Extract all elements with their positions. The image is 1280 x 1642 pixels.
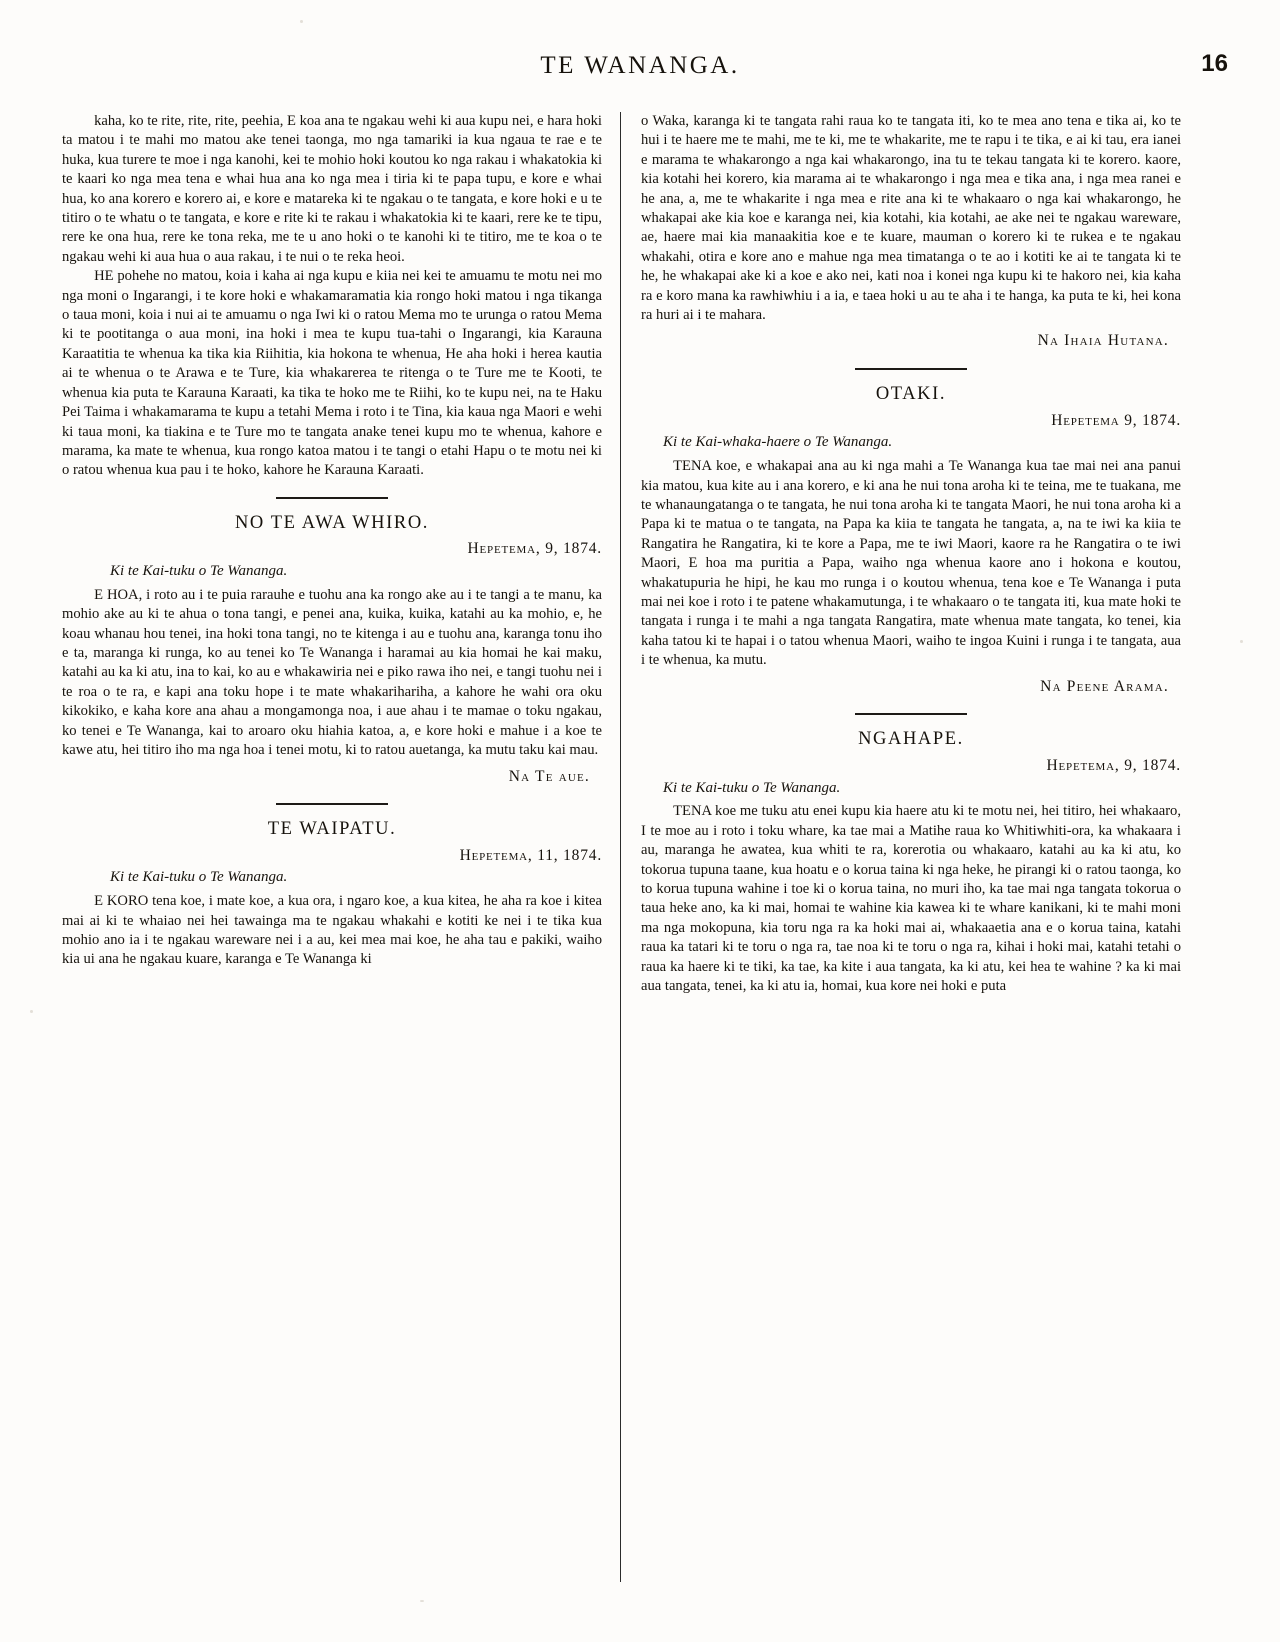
- article-addressee-otaki: Ki te Kai-whaka-haere o Te Wananga.: [663, 434, 893, 451]
- article-signature-otaki: Na Peene Arama.: [1040, 677, 1169, 695]
- section-divider: [276, 803, 388, 805]
- section-divider: [855, 713, 967, 715]
- article-addressee-awa-whiro: Ki te Kai-tuku o Te Wananga.: [110, 562, 288, 579]
- section-divider: [855, 368, 967, 370]
- article-date-awa-whiro: Hepetema, 9, 1874.: [467, 540, 602, 558]
- column-container: [62, 112, 1220, 1582]
- article-date-ngahape: Hepetema, 9, 1874.: [1046, 756, 1181, 774]
- right-column: [621, 112, 1181, 1582]
- article-signature-awa-whiro: Na Te aue.: [508, 767, 590, 785]
- paragraph-continued-right: o Waka, karanga ki te tangata rahi raua ko te tangata iti, ko te mea ano tena e tika ai, ko te hui i te haere me te mahi, me te ki, me te whakarite, me te rapu i te tika, e ai ki tau, era ianei e marama te whakarongo a nga kai whakarongo, ina tu te tekau tangata ki te korero. kaore, kia kotahi hei korero, kia marama ai te whakarongo i nga mea e tika ana, i nga mea ranei e he ana, a, me te whakarite i nga mea e rite ana ki te whakaaro o nga kai whakarongo, he whakapai ake kia koe e karanga nei, kia kotahi, kia kotahi, ae ake nei te ngakau wareware, ae, haere mai kia manaakitia koe e te kuare, mauman o korero ki te rukea e te ngakau whakahi, otira e kore ano e mahue nga mea timatanga o te ao i kotiti ke ai te tangata ki te he, he whakapai ake ki a koe e ako nei, kati noa i konei nga kupu ki te hakoro nei, kia kaha ra e koro mana ka rawhiwhiu i a ia, e taea hoki u au te aha i te hanga, ka puta te ki, hei kona ra huri ai i te mahara.: [641, 113, 1181, 324]
- page-number: 16: [1201, 50, 1228, 77]
- paper-speck: [420, 1600, 424, 1602]
- masthead: [0, 52, 1280, 80]
- left-column: [62, 112, 621, 1582]
- section-divider: [276, 497, 388, 499]
- article-body-awa-whiro: E HOA, i roto au i te puia rarauhe e tuohu ana ka rongo ake au i te tangi a te manu, ka mohio ake au ki te ahua o tona tangi, e penei ana, kuika, kuika, katahi au ka mohio, e, he koau whanau hou tenei, ina hoki tona tangi, no te kitenga i au e tuohu ana, karanga tonu iho e ta, maranga ki runga, ko au tenei ko Te Wananga i haramai au kia homai he kai maku, katahi au ka ki atu, ina to kai, ko au e whakawiria nei e piko rawa iho nei, e tangi tuohu nei i te roa o te ra, e kapi ana toku hope i te mate whakarihariha, a kahore he wahi ora oku kikokiko, e kaha kore ana ahau a mongamonga noa, i aue ahau i te mamae o toku ngakau, ko tenei e Te Wananga, kai to aroaro oku hiahia katoa, a, e kore hoki e mahue i a koe te kawe atu, hei titiro iho ma nga hoa i tenei motu, ki to ratou auetanga, ka mutu taku kai mau.: [62, 586, 602, 759]
- article-body-ngahape: TENA koe me tuku atu enei kupu kia haere atu ki te motu nei, hei titiro, hei whakaaro, I te moe au i roto i toku whare, ka tae mai a Matihe raua ko Whitiwhiti-ora, ka whakaara i au, maranga he awatea, kua whiti te ra, korerotia ou whakaaro, katahi au ka ki atu, ko tokorua tupuna taane, kua hoatu e o korua taina ki nga heke, he pirangi ki o ratou taonga, ko to korua tupuna wahine i toe ki o korua taina, no muri iho, ka tae mai nga tangata tokorua o taua heke ano, ka ki mai, homai te wahine kia kawea ki te whare kanikani, ki te mahi moni ma nga mokopuna, kia toru nga ra ka hoki mai ai, whakaaetia ana e o korua taina, katahi raua ka tatari ki te toru o nga ra, tae noa ki te toru o nga ra, kihai i hoki mai, katahi tetahi o raua ka haere ki te tiki, ka tae, ka kite i aua tangata, ka ki atu, kei hea te wahine ? ka ki mai aua tangata, tenei, ka ki atu ia, homai, kua kore nei hoki e puta: [641, 803, 1181, 995]
- paper-speck: [30, 1010, 33, 1013]
- article-date-otaki: Hepetema 9, 1874.: [1051, 411, 1181, 429]
- article-body-otaki: TENA koe, e whakapai ana au ki nga mahi a Te Wananga kua tae mai nei ana panui kia matou, kua kite au i ana korero, e ki ana he nui tona aroha ki te teina, me te tuakana, me te whanaungatanga o te tangata, he nui tona aroha ki te tangata Maori, he nui tona aroha ki a Papa ki te matua o te tangata, na Papa ka kiia te tangata he tangata, a, na te iwi ka kiia te Rangatira he Rangatira, ki te kore a Papa, me te iwi Maori, kaore ra he Rangatira o te iwi Maori, E hoa ma puritia a Papa, waiho nga whenua kaore ano i hokona e koutou, whakatupuria he hipi, he kau mo runga i o koutou whenua, tena koe e Te Wananga i puta mai nei koe i roto i te patene whakamutunga, i te whakaaro o te tangata iti, kua mate hoki te tangata i runga i te mahi a nga tangata Rangatira, mate whenua mate tangata, ko tenei, kia kaha tatou ki te hapai i o tatou whenua Maori, waiho te ingoa Kuini i runga i te tangata, aua i te whenua, ka mutu.: [641, 458, 1181, 669]
- article-heading-awa-whiro: NO TE AWA WHIRO.: [234, 512, 430, 533]
- article-date-te-waipatu: Hepetema, 11, 1874.: [459, 846, 602, 864]
- masthead-title: TE WANANGA.: [540, 52, 740, 79]
- article-addressee-te-waipatu: Ki te Kai-tuku o Te Wananga.: [110, 869, 288, 886]
- article-heading-te-waipatu: TE WAIPATU.: [267, 819, 397, 840]
- paper-speck: [1240, 640, 1243, 643]
- paragraph-continued-2: HE pohehe no matou, koia i kaha ai nga kupu e kiia nei kei te amuamu te motu nei mo nga moni o Ingarangi, i te kore hoki e whakamaramatia kia rongo hoki matou i nga tikanga o taua moni, koia i nui ai te amuamu o nga Iwi ki o ratou Mema mo te urunga o ratou Mema ki te pootitanga o aua moni, ina hoki i mea te kupu tua-tahi o Ingarangi, kia Karauna Karaatitia te whenua ka tika kia Riihitia, kia hokona te whenua, He aha hoki i herea kautia ai te whenua o te Arawa e te Ture, kia whakarerea te ritenga o te Ture me te Kooti, te whenua kia puta te Karauna Karaati, ka tika te hoko me te Riihi, ko te kupu nei, na te Haku Pei Taima i whakamarama te kupu a tetahi Mema i roto i te Tina, kia kaua nga Maori e wehi ki taua moni, ka tiakina e te Ture mo te tangata anake tenei kupu mo te whenua, kahore e marama, ka mate te whenua, kua rongo katoa matou i te tangi o etahi Hapu o te motu nei ki o ratou whenua kua pau i te hoko, kahore he Karauna Karaati.: [62, 268, 602, 479]
- article-heading-otaki: OTAKI.: [875, 384, 947, 405]
- article-body-te-waipatu: E KORO tena koe, i mate koe, a kua ora, i ngaro koe, a kua kitea, he aha ra koe i kitea mai ai ki te whaiao nei hei tawainga ma te ngakau whakahi e kotiti ke nei i te tika kua mohio ano ia i te ngakau wareware nei i a au, kei mea mai koe, he aha tau e pakiki, waiho kia ui ana he ngakau kuare, karanga e Te Wananga ki: [62, 893, 602, 968]
- paragraph-continued-1: kaha, ko te rite, rite, rite, peehia, E koa ana te ngakau wehi ki aua kupu nei, e hara hoki ta matou i te mahi mo matou ake tenei taonga, mo nga tamariki ia kua ngaua te rae e te huka, kua turere te moe i nga kanohi, kei te mohio hoki koutou ko nga rakau i whakatokia ki te kaari ko nga mea tena e whai hua ana ko nga mea i tiria ki te papa tupu, e kore e whai hua, ko ana korero e korero ai, e kore e matareka ki te ngakau o te tangata, e kore hoki e u te titiro o te whatu o te tangata, e kore e rite ki te rakau i whakatokia ki te kaari, rere ke te tipu, rere ke ona hua, rere ke tona reka, me te u ano hoki o te kanohi ki te titiro, me te koa o te ngakau wehi ki aua hua o aua rakau, i te nui o te reka heoi.: [62, 113, 602, 265]
- paper-speck: [300, 20, 303, 23]
- signature-ihaia-hutana: Na Ihaia Hutana.: [1037, 332, 1169, 350]
- article-addressee-ngahape: Ki te Kai-tuku o Te Wananga.: [663, 779, 841, 796]
- article-heading-ngahape: NGAHAPE.: [858, 729, 964, 750]
